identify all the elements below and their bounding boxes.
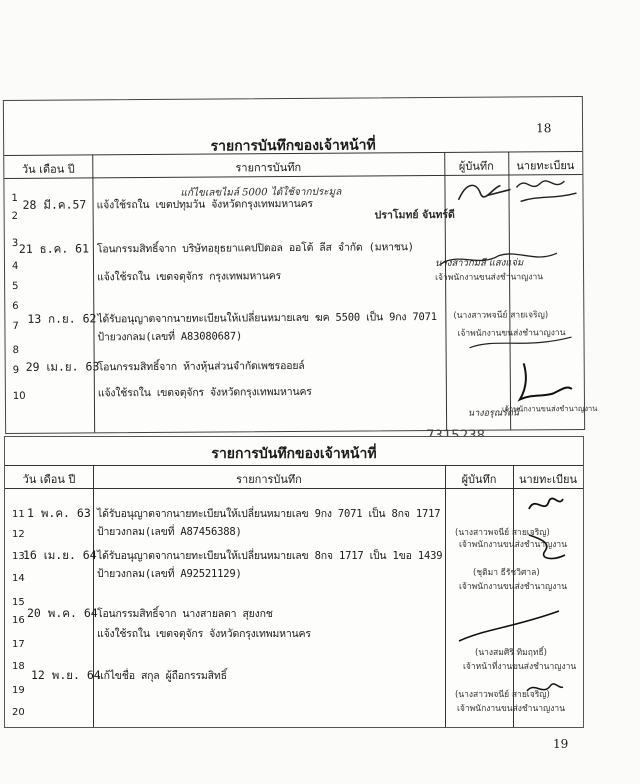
line-number: 2 (11, 210, 19, 222)
signature-mark (465, 333, 575, 354)
signature-mark (521, 531, 571, 565)
page-title: รายการบันทึกของเจ้าหน้าที่ (210, 137, 376, 155)
registrar-name: (นางสาวพจนีย์ สายเจริญ) (453, 310, 549, 321)
header-record: รายการบันทึก (236, 473, 302, 486)
entry-text: ป้ายวงกลม(เลขที่ A87456388) (97, 526, 242, 538)
registrar-title: เจ้าพนักงานขนส่งชำนาญงาน (459, 582, 568, 592)
column-divider (445, 465, 446, 727)
recorder-name: ปราโมทย์ จันทร์ดี (374, 208, 455, 222)
registrar-title: เจ้าพนักงานขนส่งชำนาญงาน (435, 272, 544, 284)
entry-text: โอนกรรมสิทธิ์จาก นางสายลดา สุยงกช (97, 608, 273, 620)
registrar-title: เจ้าพนักงานขนส่งชำนาญงาน (457, 328, 566, 339)
column-divider (92, 154, 95, 432)
entry-text: แก้ไขชื่อ สกุล ผู้ถือกรรมสิทธิ์ (97, 670, 227, 682)
registrar-title: เจ้าพนักงานขนส่งชำนาญงาน (457, 704, 566, 714)
registrar-name: (นางสาวพจนีย์ สายเจริญ) (455, 528, 550, 538)
entry-text: ได้รับอนุญาตจากนายทะเบียนให้เปลี่ยนหมายเลข ฆค 5500 เป็น 9กง 7071 (97, 311, 437, 326)
registry-page-19 (4, 436, 584, 751)
header-date: วัน เดือน ปี (22, 473, 76, 486)
line-number: 14 (12, 573, 25, 584)
entry-text: แจ้งใช้รถใน เขตจตุจักร กรุงเทพมหานคร (97, 270, 282, 284)
line-number: 16 (12, 615, 25, 626)
line-number: 15 (12, 597, 25, 608)
entry-date: 13 ก.ย. 62 (27, 311, 97, 326)
line-number: 1 (11, 192, 18, 204)
entry-text: โอนกรรมสิทธิ์จาก ห้างหุ้นส่วนจำกัดเพชรออยล์ (97, 359, 305, 374)
header-registrar: นายทะเบียน (516, 159, 575, 173)
signature-mark (525, 679, 565, 699)
entry-text: ได้รับอนุญาตจากนายทะเบียนให้เปลี่ยนหมายเลข 8กจ 1717 เป็น 1ขอ 1439 (97, 550, 443, 562)
signature-mark (439, 249, 559, 270)
page-number: 19 (553, 737, 569, 751)
page-title: รายการบันทึกของเจ้าหน้าที่ (211, 446, 377, 462)
entry-date: 29 เม.ย. 63 (25, 359, 100, 374)
line-number: 18 (12, 661, 25, 672)
registrar-name: นางอรุณรัตน์ (468, 408, 520, 419)
line-number: 13 (12, 551, 25, 562)
line-number: 3 (11, 237, 19, 249)
entry-text: แจ้งใช้รถใน เขตจตุจักร จังหวัดกรุงเทพมหานคร (97, 628, 311, 640)
signature-mark (514, 359, 576, 407)
handwritten-note: แก้ไขเลขไมล์ 5000 ได้ใช้จากประมูล (180, 186, 342, 199)
line-number: 7 (12, 320, 19, 332)
registrar-title: เจ้าหน้าที่งานขนส่งชำนาญงาน (463, 662, 577, 672)
line-number: 19 (12, 685, 25, 696)
registrar-title: เจ้าพนักงานขนส่งชำนาญงาน (459, 540, 568, 550)
header-recorder: ผู้บันทึก (458, 159, 494, 173)
entry-text: โอนกรรมสิทธิ์จาก บริษัทอยุธยาแคปปิตอล ออโต้ ลีส จำกัด (มหาชน) (96, 241, 414, 256)
signature-mark (510, 173, 580, 209)
entry-date: 12 พ.ย. 64 (31, 668, 101, 682)
line-number: 20 (12, 707, 25, 718)
entry-date: 28 มี.ค.57 (22, 197, 87, 212)
entry-date: 1 พ.ค. 63 (27, 506, 91, 520)
signature-mark (525, 491, 565, 519)
entry-text: ป้ายวงกลม(เลขที่ A83080687) (97, 330, 243, 344)
line-number: 17 (12, 639, 25, 650)
table-header (5, 465, 583, 489)
signature-mark (455, 607, 565, 647)
entry-date: 16 เม.ย. 64 (23, 548, 97, 562)
line-number: 9 (12, 364, 20, 376)
line-number: 8 (12, 344, 20, 356)
header-record: รายการบันทึก (235, 160, 302, 175)
signature-mark (454, 177, 514, 207)
registrar-name: (ชุติมา ธีรัชวิศาล) (473, 568, 540, 578)
registrar-name: (นางสมศิริ ทิมฤทธิ์) (475, 648, 547, 658)
header-registrar: นายทะเบียน (518, 473, 577, 486)
entry-date: 21 ธ.ค. 61 (18, 241, 90, 256)
line-number: 12 (12, 529, 25, 540)
page-number: 18 (536, 121, 552, 136)
entry-date: 20 พ.ค. 64 (27, 606, 98, 620)
line-number: 4 (11, 260, 19, 272)
entry-text: ได้รับอนุญาตจากนายทะเบียนให้เปลี่ยนหมายเลข 9กง 7071 เป็น 8กจ 1717 (97, 508, 441, 520)
header-date: วัน เดือน ปี (21, 162, 75, 176)
registry-page-18 (3, 96, 598, 434)
registrar-name: นางสาวกมลี แสงแจ่ม (434, 257, 524, 270)
registrar-title: เจ้าพนักงานขนส่งชำนาญงาน (501, 403, 598, 414)
line-number: 6 (12, 300, 19, 312)
column-divider (444, 152, 447, 430)
entry-text: ป้ายวงกลม(เลขที่ A92521129) (97, 568, 242, 580)
table-header (4, 151, 582, 179)
line-number: 10 (12, 390, 26, 402)
entry-text: แจ้งใช้รถใน เขตจตุจักร จังหวัดกรุงเทพมหานคร (97, 385, 312, 400)
entry-text: แจ้งใช้รถใน เขตปทุมวัน จังหวัดกรุงเทพมหานคร (96, 197, 313, 212)
line-number: 5 (12, 280, 19, 292)
registrar-name: (นางสาวพจนีย์ สายเจริญ) (455, 690, 550, 700)
header-recorder: ผู้บันทึก (461, 473, 497, 486)
line-number: 11 (12, 509, 25, 520)
column-divider (93, 465, 94, 727)
